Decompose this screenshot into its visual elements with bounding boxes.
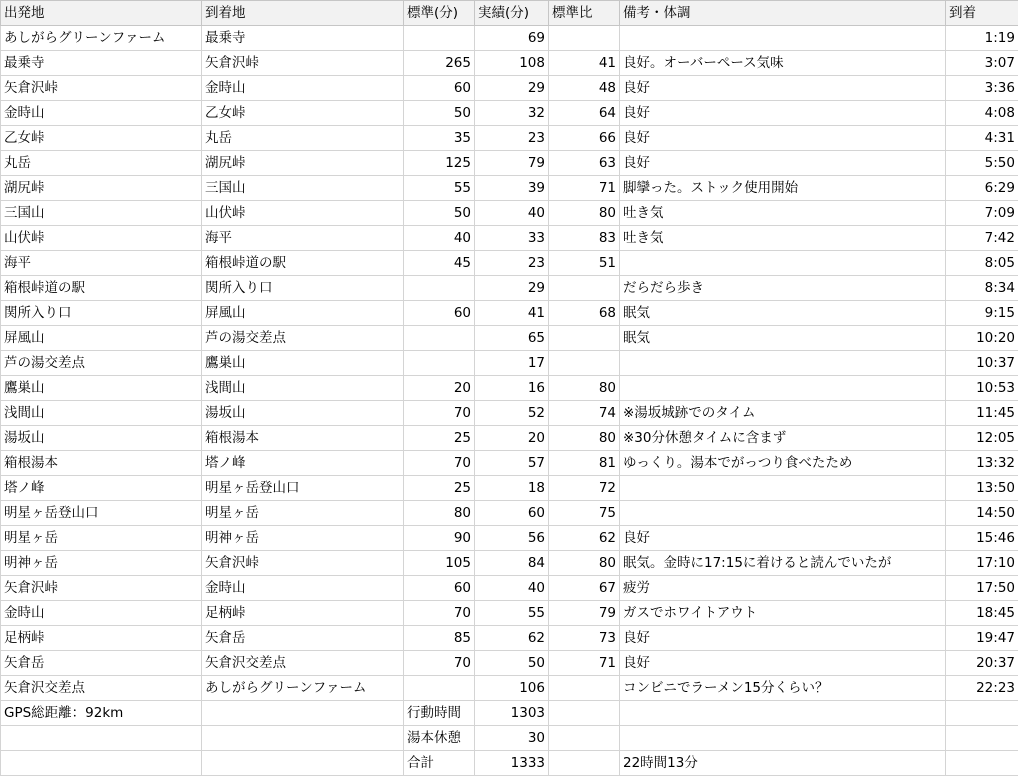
arrival-cell[interactable]: 14:50 bbox=[946, 501, 1018, 526]
standard-ratio-cell[interactable]: 48 bbox=[549, 76, 620, 101]
actual-minutes-cell[interactable]: 56 bbox=[475, 526, 549, 551]
standard-minutes-cell[interactable]: 50 bbox=[404, 201, 475, 226]
empty-cell[interactable] bbox=[1, 726, 202, 751]
standard-ratio-cell[interactable]: 71 bbox=[549, 651, 620, 676]
table-row bbox=[1, 501, 1018, 526]
arrival-cell[interactable]: 10:53 bbox=[946, 376, 1018, 401]
action-time-label[interactable]: 行動時間 bbox=[404, 701, 475, 726]
from-cell[interactable]: 矢倉岳 bbox=[1, 651, 202, 676]
action-time-value[interactable]: 1303 bbox=[475, 701, 549, 726]
actual-minutes-cell[interactable]: 32 bbox=[475, 101, 549, 126]
standard-minutes-cell[interactable]: 45 bbox=[404, 251, 475, 276]
table-row bbox=[1, 376, 1018, 401]
arrival-cell[interactable]: 20:37 bbox=[946, 651, 1018, 676]
from-cell[interactable]: 浅間山 bbox=[1, 401, 202, 426]
table-row bbox=[1, 226, 1018, 251]
notes-cell[interactable]: 疲労 bbox=[620, 576, 946, 601]
arrival-cell[interactable]: 8:34 bbox=[946, 276, 1018, 301]
actual-minutes-cell[interactable]: 50 bbox=[475, 651, 549, 676]
table-row bbox=[1, 451, 1018, 476]
arrival-cell[interactable]: 22:23 bbox=[946, 676, 1018, 701]
standard-minutes-cell[interactable] bbox=[404, 276, 475, 301]
yumoto-rest-value[interactable]: 30 bbox=[475, 726, 549, 751]
table-row bbox=[1, 26, 1018, 51]
from-cell[interactable]: 山伏峠 bbox=[1, 226, 202, 251]
table-row bbox=[1, 251, 1018, 276]
notes-cell[interactable]: 眠気 bbox=[620, 326, 946, 351]
to-cell[interactable]: 三国山 bbox=[202, 176, 404, 201]
log-body bbox=[1, 26, 1018, 776]
empty-cell[interactable] bbox=[946, 751, 1018, 776]
from-cell[interactable]: あしがらグリーンファーム bbox=[1, 26, 202, 51]
empty-cell[interactable] bbox=[549, 726, 620, 751]
standard-minutes-cell[interactable]: 265 bbox=[404, 51, 475, 76]
header-standard-minutes[interactable]: 標準(分) bbox=[404, 1, 475, 26]
standard-minutes-cell[interactable]: 85 bbox=[404, 626, 475, 651]
to-cell[interactable]: 矢倉岳 bbox=[202, 626, 404, 651]
actual-minutes-cell[interactable]: 16 bbox=[475, 376, 549, 401]
to-cell[interactable]: 芦の湯交差点 bbox=[202, 326, 404, 351]
from-cell[interactable]: 三国山 bbox=[1, 201, 202, 226]
arrival-cell[interactable]: 7:42 bbox=[946, 226, 1018, 251]
arrival-cell[interactable]: 13:32 bbox=[946, 451, 1018, 476]
arrival-cell[interactable]: 4:31 bbox=[946, 126, 1018, 151]
arrival-cell[interactable]: 5:50 bbox=[946, 151, 1018, 176]
arrival-cell[interactable]: 8:05 bbox=[946, 251, 1018, 276]
arrival-cell[interactable]: 9:15 bbox=[946, 301, 1018, 326]
empty-cell[interactable] bbox=[202, 751, 404, 776]
from-cell[interactable]: 金時山 bbox=[1, 601, 202, 626]
actual-minutes-cell[interactable]: 18 bbox=[475, 476, 549, 501]
table-row bbox=[1, 301, 1018, 326]
actual-minutes-cell[interactable]: 106 bbox=[475, 676, 549, 701]
from-cell[interactable]: 鷹巣山 bbox=[1, 376, 202, 401]
arrival-cell[interactable]: 10:20 bbox=[946, 326, 1018, 351]
table-row bbox=[1, 151, 1018, 176]
standard-minutes-cell[interactable]: 70 bbox=[404, 651, 475, 676]
actual-minutes-cell[interactable]: 79 bbox=[475, 151, 549, 176]
standard-ratio-cell[interactable]: 64 bbox=[549, 101, 620, 126]
standard-minutes-cell[interactable]: 35 bbox=[404, 126, 475, 151]
table-row bbox=[1, 126, 1018, 151]
standard-ratio-cell[interactable]: 62 bbox=[549, 526, 620, 551]
arrival-cell[interactable]: 15:46 bbox=[946, 526, 1018, 551]
table-row bbox=[1, 326, 1018, 351]
total-value[interactable]: 1333 bbox=[475, 751, 549, 776]
to-cell[interactable]: 箱根湯本 bbox=[202, 426, 404, 451]
from-cell[interactable]: 金時山 bbox=[1, 101, 202, 126]
from-cell[interactable]: 足柄峠 bbox=[1, 626, 202, 651]
arrival-cell[interactable]: 19:47 bbox=[946, 626, 1018, 651]
header-notes[interactable]: 備考・体調 bbox=[620, 1, 946, 26]
empty-cell[interactable] bbox=[620, 726, 946, 751]
standard-ratio-cell[interactable]: 79 bbox=[549, 601, 620, 626]
from-cell[interactable]: 明星ヶ岳 bbox=[1, 526, 202, 551]
gps-distance-cell[interactable]: GPS総距離：92km bbox=[1, 701, 202, 726]
notes-cell[interactable]: 良好 bbox=[620, 126, 946, 151]
empty-cell[interactable] bbox=[946, 726, 1018, 751]
to-cell[interactable]: 金時山 bbox=[202, 576, 404, 601]
standard-minutes-cell[interactable] bbox=[404, 676, 475, 701]
table-row bbox=[1, 601, 1018, 626]
actual-minutes-cell[interactable]: 23 bbox=[475, 126, 549, 151]
standard-ratio-cell[interactable] bbox=[549, 326, 620, 351]
table-row bbox=[1, 276, 1018, 301]
total-label[interactable]: 合計 bbox=[404, 751, 475, 776]
to-cell[interactable]: 湖尻峠 bbox=[202, 151, 404, 176]
yumoto-rest-label[interactable]: 湯本休憩 bbox=[404, 726, 475, 751]
arrival-cell[interactable]: 1:19 bbox=[946, 26, 1018, 51]
summary-row-total bbox=[1, 751, 1018, 776]
notes-cell[interactable]: 脚攣った。ストック使用開始 bbox=[620, 176, 946, 201]
arrival-cell[interactable]: 10:37 bbox=[946, 351, 1018, 376]
notes-cell[interactable]: だらだら歩き bbox=[620, 276, 946, 301]
actual-minutes-cell[interactable]: 65 bbox=[475, 326, 549, 351]
standard-minutes-cell[interactable]: 40 bbox=[404, 226, 475, 251]
standard-minutes-cell[interactable]: 70 bbox=[404, 601, 475, 626]
to-cell[interactable]: 山伏峠 bbox=[202, 201, 404, 226]
standard-ratio-cell[interactable]: 75 bbox=[549, 501, 620, 526]
standard-ratio-cell[interactable] bbox=[549, 26, 620, 51]
actual-minutes-cell[interactable]: 29 bbox=[475, 276, 549, 301]
notes-cell[interactable]: ガスでホワイトアウト bbox=[620, 601, 946, 626]
table-row bbox=[1, 76, 1018, 101]
standard-minutes-cell[interactable]: 50 bbox=[404, 101, 475, 126]
to-cell[interactable]: 金時山 bbox=[202, 76, 404, 101]
standard-ratio-cell[interactable]: 66 bbox=[549, 126, 620, 151]
standard-minutes-cell[interactable]: 125 bbox=[404, 151, 475, 176]
arrival-cell[interactable]: 12:05 bbox=[946, 426, 1018, 451]
standard-ratio-cell[interactable]: 74 bbox=[549, 401, 620, 426]
standard-ratio-cell[interactable]: 63 bbox=[549, 151, 620, 176]
from-cell[interactable]: 明星ヶ岳登山口 bbox=[1, 501, 202, 526]
actual-minutes-cell[interactable]: 57 bbox=[475, 451, 549, 476]
notes-cell[interactable] bbox=[620, 26, 946, 51]
from-cell[interactable]: 乙女峠 bbox=[1, 126, 202, 151]
to-cell[interactable]: 浅間山 bbox=[202, 376, 404, 401]
empty-cell[interactable] bbox=[549, 751, 620, 776]
table-row bbox=[1, 526, 1018, 551]
standard-ratio-cell[interactable]: 41 bbox=[549, 51, 620, 76]
notes-cell[interactable]: 良好 bbox=[620, 76, 946, 101]
table-row bbox=[1, 351, 1018, 376]
from-cell[interactable]: 箱根峠道の駅 bbox=[1, 276, 202, 301]
standard-ratio-cell[interactable]: 80 bbox=[549, 201, 620, 226]
to-cell[interactable]: 乙女峠 bbox=[202, 101, 404, 126]
standard-ratio-cell[interactable]: 83 bbox=[549, 226, 620, 251]
standard-minutes-cell[interactable]: 25 bbox=[404, 426, 475, 451]
standard-ratio-cell[interactable]: 72 bbox=[549, 476, 620, 501]
from-cell[interactable]: 屏風山 bbox=[1, 326, 202, 351]
to-cell[interactable]: 矢倉沢交差点 bbox=[202, 651, 404, 676]
standard-minutes-cell[interactable] bbox=[404, 326, 475, 351]
from-cell[interactable]: 丸岳 bbox=[1, 151, 202, 176]
standard-ratio-cell[interactable]: 71 bbox=[549, 176, 620, 201]
notes-cell[interactable]: ※湯坂城跡でのタイム bbox=[620, 401, 946, 426]
arrival-cell[interactable]: 3:07 bbox=[946, 51, 1018, 76]
table-row bbox=[1, 426, 1018, 451]
from-cell[interactable]: 湯坂山 bbox=[1, 426, 202, 451]
arrival-cell[interactable]: 7:09 bbox=[946, 201, 1018, 226]
to-cell[interactable]: 海平 bbox=[202, 226, 404, 251]
actual-minutes-cell[interactable]: 40 bbox=[475, 201, 549, 226]
summary-row-yumoto-rest bbox=[1, 726, 1018, 751]
table-row bbox=[1, 201, 1018, 226]
to-cell[interactable]: 最乗寺 bbox=[202, 26, 404, 51]
from-cell[interactable]: 芦の湯交差点 bbox=[1, 351, 202, 376]
notes-cell[interactable]: 良好 bbox=[620, 626, 946, 651]
to-cell[interactable]: 矢倉沢峠 bbox=[202, 551, 404, 576]
arrival-cell[interactable]: 3:36 bbox=[946, 76, 1018, 101]
standard-minutes-cell[interactable] bbox=[404, 351, 475, 376]
notes-cell[interactable]: コンビニでラーメン15分くらい？ bbox=[620, 676, 946, 701]
to-cell[interactable]: 足柄峠 bbox=[202, 601, 404, 626]
arrival-cell[interactable]: 13:50 bbox=[946, 476, 1018, 501]
standard-minutes-cell[interactable]: 80 bbox=[404, 501, 475, 526]
standard-minutes-cell[interactable]: 25 bbox=[404, 476, 475, 501]
standard-ratio-cell[interactable]: 80 bbox=[549, 426, 620, 451]
table-row bbox=[1, 676, 1018, 701]
notes-cell[interactable] bbox=[620, 501, 946, 526]
to-cell[interactable]: 関所入り口 bbox=[202, 276, 404, 301]
actual-minutes-cell[interactable]: 41 bbox=[475, 301, 549, 326]
standard-minutes-cell[interactable]: 90 bbox=[404, 526, 475, 551]
notes-cell[interactable] bbox=[620, 251, 946, 276]
arrival-cell[interactable]: 18:45 bbox=[946, 601, 1018, 626]
from-cell[interactable]: 矢倉沢峠 bbox=[1, 576, 202, 601]
from-cell[interactable]: 海平 bbox=[1, 251, 202, 276]
notes-cell[interactable] bbox=[620, 376, 946, 401]
standard-ratio-cell[interactable]: 73 bbox=[549, 626, 620, 651]
notes-cell[interactable]: ゆっくり。湯本でがっつり食べたため bbox=[620, 451, 946, 476]
summary-row-action-time bbox=[1, 701, 1018, 726]
standard-minutes-cell[interactable]: 105 bbox=[404, 551, 475, 576]
to-cell[interactable]: あしがらグリーンファーム bbox=[202, 676, 404, 701]
notes-cell[interactable]: 良好 bbox=[620, 151, 946, 176]
actual-minutes-cell[interactable]: 60 bbox=[475, 501, 549, 526]
from-cell[interactable]: 明神ヶ岳 bbox=[1, 551, 202, 576]
notes-cell[interactable]: 眠気。金時に17:15に着けると読んでいたが bbox=[620, 551, 946, 576]
table-row bbox=[1, 626, 1018, 651]
notes-cell[interactable]: 良好 bbox=[620, 101, 946, 126]
table-row bbox=[1, 51, 1018, 76]
arrival-cell[interactable]: 11:45 bbox=[946, 401, 1018, 426]
to-cell[interactable]: 矢倉沢峠 bbox=[202, 51, 404, 76]
actual-minutes-cell[interactable]: 29 bbox=[475, 76, 549, 101]
table-row bbox=[1, 401, 1018, 426]
standard-minutes-cell[interactable]: 70 bbox=[404, 401, 475, 426]
header-to[interactable]: 到着地 bbox=[202, 1, 404, 26]
to-cell[interactable]: 塔ノ峰 bbox=[202, 451, 404, 476]
empty-cell[interactable] bbox=[1, 751, 202, 776]
standard-minutes-cell[interactable]: 70 bbox=[404, 451, 475, 476]
notes-cell[interactable]: 眠気 bbox=[620, 301, 946, 326]
arrival-cell[interactable]: 17:10 bbox=[946, 551, 1018, 576]
notes-cell[interactable] bbox=[620, 351, 946, 376]
empty-cell[interactable] bbox=[946, 701, 1018, 726]
to-cell[interactable]: 丸岳 bbox=[202, 126, 404, 151]
standard-ratio-cell[interactable]: 80 bbox=[549, 376, 620, 401]
to-cell[interactable]: 明星ヶ岳 bbox=[202, 501, 404, 526]
header-actual-minutes[interactable]: 実績(分) bbox=[475, 1, 549, 26]
standard-minutes-cell[interactable]: 60 bbox=[404, 301, 475, 326]
notes-cell[interactable]: ※30分休憩タイムに含まず bbox=[620, 426, 946, 451]
table-row bbox=[1, 651, 1018, 676]
to-cell[interactable]: 明神ヶ岳 bbox=[202, 526, 404, 551]
standard-ratio-cell[interactable]: 80 bbox=[549, 551, 620, 576]
actual-minutes-cell[interactable]: 39 bbox=[475, 176, 549, 201]
standard-minutes-cell[interactable] bbox=[404, 26, 475, 51]
actual-minutes-cell[interactable]: 62 bbox=[475, 626, 549, 651]
standard-minutes-cell[interactable]: 60 bbox=[404, 576, 475, 601]
empty-cell[interactable] bbox=[549, 701, 620, 726]
table-row bbox=[1, 476, 1018, 501]
from-cell[interactable]: 最乗寺 bbox=[1, 51, 202, 76]
standard-ratio-cell[interactable] bbox=[549, 276, 620, 301]
table-row bbox=[1, 101, 1018, 126]
notes-cell[interactable]: 良好。オーバーペース気味 bbox=[620, 51, 946, 76]
from-cell[interactable]: 箱根湯本 bbox=[1, 451, 202, 476]
from-cell[interactable]: 矢倉沢交差点 bbox=[1, 676, 202, 701]
standard-minutes-cell[interactable]: 55 bbox=[404, 176, 475, 201]
actual-minutes-cell[interactable]: 40 bbox=[475, 576, 549, 601]
to-cell[interactable]: 湯坂山 bbox=[202, 401, 404, 426]
to-cell[interactable]: 明星ヶ岳登山口 bbox=[202, 476, 404, 501]
actual-minutes-cell[interactable]: 55 bbox=[475, 601, 549, 626]
notes-cell[interactable]: 吐き気 bbox=[620, 226, 946, 251]
standard-ratio-cell[interactable] bbox=[549, 676, 620, 701]
notes-cell[interactable] bbox=[620, 476, 946, 501]
header-from[interactable]: 出発地 bbox=[1, 1, 202, 26]
standard-minutes-cell[interactable]: 20 bbox=[404, 376, 475, 401]
notes-cell[interactable]: 吐き気 bbox=[620, 201, 946, 226]
to-cell[interactable]: 鷹巣山 bbox=[202, 351, 404, 376]
arrival-cell[interactable]: 17:50 bbox=[946, 576, 1018, 601]
standard-minutes-cell[interactable]: 60 bbox=[404, 76, 475, 101]
actual-minutes-cell[interactable]: 33 bbox=[475, 226, 549, 251]
actual-minutes-cell[interactable]: 17 bbox=[475, 351, 549, 376]
from-cell[interactable]: 塔ノ峰 bbox=[1, 476, 202, 501]
header-standard-ratio[interactable]: 標準比 bbox=[549, 1, 620, 26]
actual-minutes-cell[interactable]: 52 bbox=[475, 401, 549, 426]
actual-minutes-cell[interactable]: 20 bbox=[475, 426, 549, 451]
standard-ratio-cell[interactable]: 68 bbox=[549, 301, 620, 326]
header-row bbox=[1, 1, 1018, 26]
standard-ratio-cell[interactable]: 67 bbox=[549, 576, 620, 601]
actual-minutes-cell[interactable]: 23 bbox=[475, 251, 549, 276]
to-cell[interactable]: 箱根峠道の駅 bbox=[202, 251, 404, 276]
from-cell[interactable]: 矢倉沢峠 bbox=[1, 76, 202, 101]
from-cell[interactable]: 関所入り口 bbox=[1, 301, 202, 326]
actual-minutes-cell[interactable]: 69 bbox=[475, 26, 549, 51]
arrival-cell[interactable]: 4:08 bbox=[946, 101, 1018, 126]
arrival-cell[interactable]: 6:29 bbox=[946, 176, 1018, 201]
notes-cell[interactable]: 良好 bbox=[620, 651, 946, 676]
table-row bbox=[1, 576, 1018, 601]
from-cell[interactable]: 湖尻峠 bbox=[1, 176, 202, 201]
total-duration[interactable]: 22時間13分 bbox=[620, 751, 946, 776]
to-cell[interactable]: 屏風山 bbox=[202, 301, 404, 326]
actual-minutes-cell[interactable]: 108 bbox=[475, 51, 549, 76]
empty-cell[interactable] bbox=[202, 726, 404, 751]
empty-cell[interactable] bbox=[202, 701, 404, 726]
standard-ratio-cell[interactable]: 81 bbox=[549, 451, 620, 476]
table-row bbox=[1, 176, 1018, 201]
notes-cell[interactable]: 良好 bbox=[620, 526, 946, 551]
empty-cell[interactable] bbox=[620, 701, 946, 726]
table-row bbox=[1, 551, 1018, 576]
standard-ratio-cell[interactable] bbox=[549, 351, 620, 376]
standard-ratio-cell[interactable]: 51 bbox=[549, 251, 620, 276]
actual-minutes-cell[interactable]: 84 bbox=[475, 551, 549, 576]
header-arrival[interactable]: 到着 bbox=[946, 1, 1018, 26]
